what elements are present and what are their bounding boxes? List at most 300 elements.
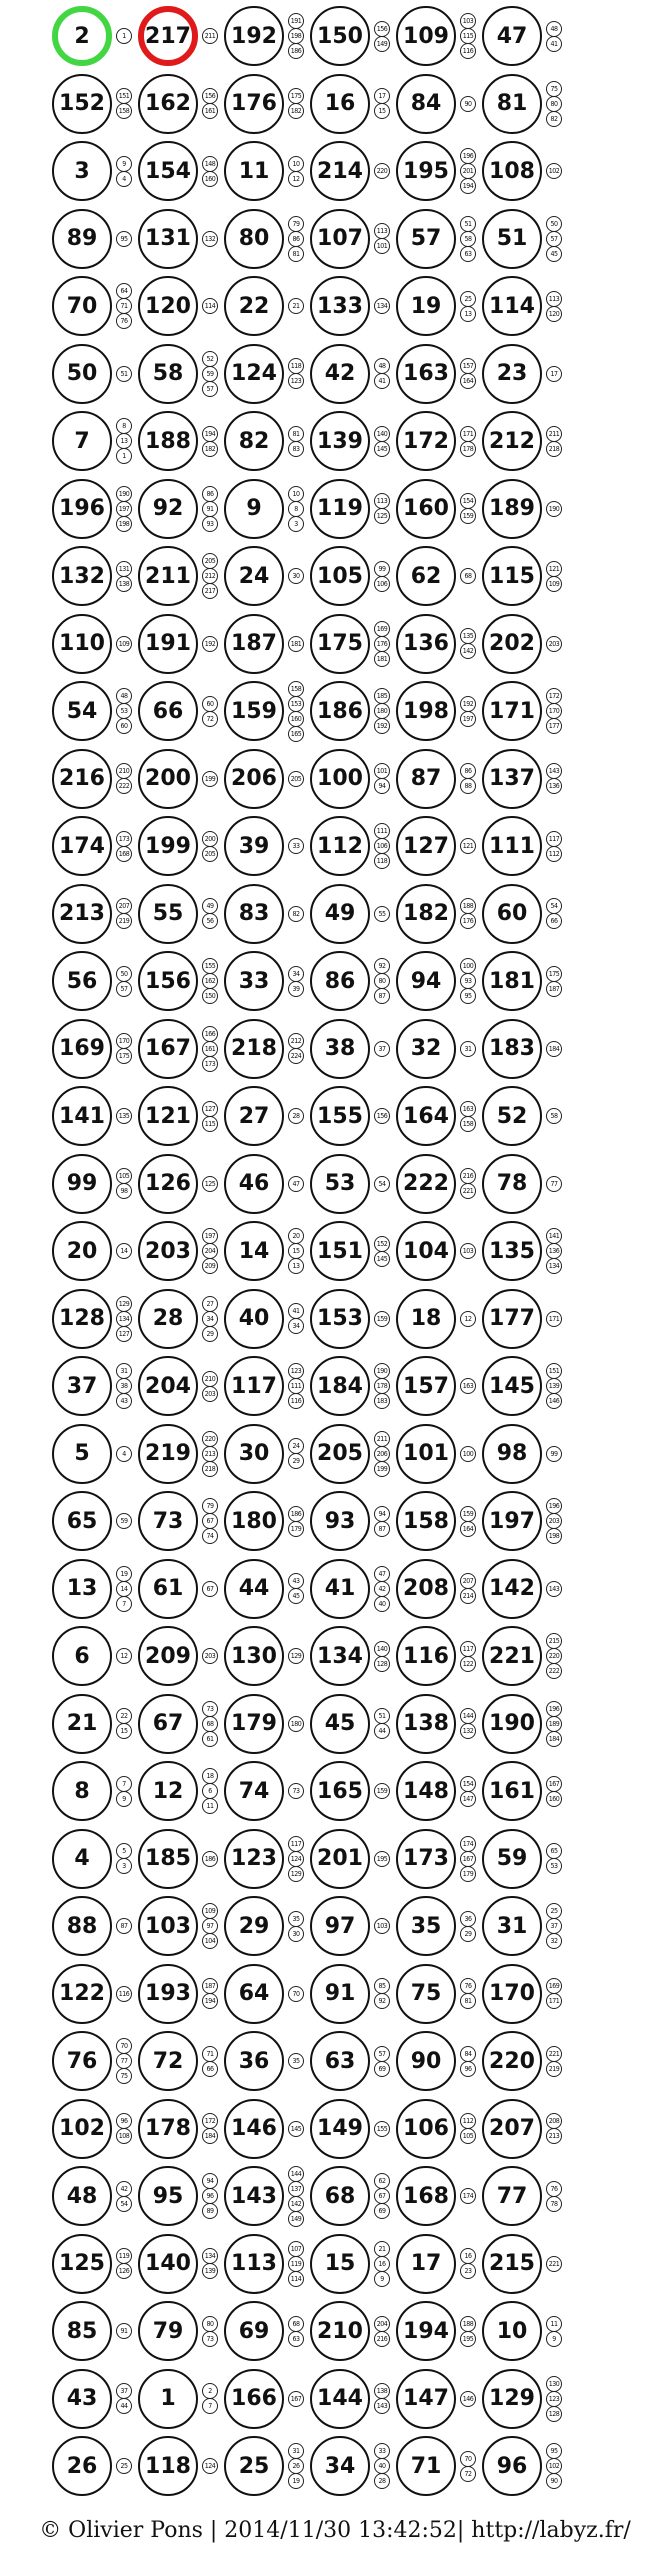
neighbor-reference: 179 [288, 1521, 304, 1537]
cell-number: 42 [310, 344, 370, 404]
neighbor-reference: 109 [546, 576, 562, 592]
cell-number: 198 [396, 681, 456, 741]
neighbor-reference: 19 [116, 1566, 132, 1582]
cell-number: 88 [52, 1896, 112, 1956]
neighbor-reference: 201 [460, 163, 476, 179]
neighbor-reference: 186 [288, 1506, 304, 1522]
neighbor-reference: 76 [546, 2181, 562, 2197]
neighbor-list [286, 2234, 306, 2294]
neighbor-list [458, 209, 478, 269]
neighbor-list [544, 1964, 564, 2024]
neighbor-list [372, 681, 392, 741]
neighbor-reference: 137 [288, 2181, 304, 2197]
neighbor-list [200, 1626, 220, 1686]
neighbor-reference: 214 [460, 1588, 476, 1604]
cell-number: 50 [52, 344, 112, 404]
neighbor-reference: 166 [202, 1026, 218, 1042]
neighbor-reference: 135 [460, 628, 476, 644]
neighbor-reference: 85 [374, 1978, 390, 1994]
cell-number: 106 [396, 2099, 456, 2159]
neighbor-list [544, 2301, 564, 2361]
cell-number: 193 [138, 1964, 198, 2024]
neighbor-list [114, 1289, 134, 1349]
cell-number: 35 [396, 1896, 456, 1956]
neighbor-list [114, 276, 134, 336]
neighbor-list [372, 411, 392, 471]
neighbor-list [544, 614, 564, 674]
neighbor-list [200, 749, 220, 809]
neighbor-list [200, 1964, 220, 2024]
cell-number: 192 [224, 6, 284, 66]
cell-number: 16 [310, 74, 370, 134]
neighbor-list [372, 344, 392, 404]
neighbor-reference: 196 [546, 1701, 562, 1717]
neighbor-reference: 97 [202, 1918, 218, 1934]
neighbor-reference: 63 [460, 246, 476, 262]
cell-number: 24 [224, 546, 284, 606]
neighbor-reference: 209 [202, 1258, 218, 1274]
neighbor-list [114, 546, 134, 606]
neighbor-list [200, 74, 220, 134]
neighbor-reference: 9 [374, 2271, 390, 2287]
neighbor-list [114, 816, 134, 876]
cell-number: 6 [52, 1626, 112, 1686]
neighbor-reference: 151 [546, 1363, 562, 1379]
cell-number: 49 [310, 884, 370, 944]
neighbor-reference: 196 [460, 148, 476, 164]
neighbor-list [114, 614, 134, 674]
neighbor-reference: 164 [460, 373, 476, 389]
cell-number: 81 [482, 74, 542, 134]
neighbor-reference: 148 [202, 156, 218, 172]
neighbor-reference: 134 [374, 298, 390, 314]
neighbor-list [458, 344, 478, 404]
cell-number: 52 [482, 1086, 542, 1146]
neighbor-reference: 11 [202, 1798, 218, 1814]
neighbor-list [544, 1154, 564, 1214]
neighbor-reference: 176 [460, 913, 476, 929]
neighbor-reference: 22 [116, 1708, 132, 1724]
neighbor-reference: 79 [202, 1498, 218, 1514]
cell-number: 165 [310, 1761, 370, 1821]
cell-number: 130 [224, 1626, 284, 1686]
neighbor-reference: 106 [374, 576, 390, 592]
neighbor-list [544, 411, 564, 471]
cell-number: 147 [396, 2369, 456, 2429]
neighbor-reference: 28 [374, 2473, 390, 2489]
neighbor-reference: 4 [116, 171, 132, 187]
neighbor-list [372, 141, 392, 201]
cell-number: 74 [224, 1761, 284, 1821]
cell-number: 150 [310, 6, 370, 66]
cell-number: 113 [224, 2234, 284, 2294]
neighbor-list [114, 1896, 134, 1956]
neighbor-reference: 30 [288, 1926, 304, 1942]
neighbor-list [372, 6, 392, 66]
neighbor-reference: 138 [374, 2383, 390, 2399]
cell-number: 181 [482, 951, 542, 1011]
cell-number: 15 [310, 2234, 370, 2294]
neighbor-reference: 102 [546, 163, 562, 179]
neighbor-list [200, 344, 220, 404]
neighbor-reference: 11 [546, 2316, 562, 2332]
neighbor-reference: 45 [546, 246, 562, 262]
cell-number: 213 [52, 884, 112, 944]
neighbor-reference: 198 [288, 28, 304, 44]
neighbor-reference: 104 [202, 1933, 218, 1949]
neighbor-reference: 72 [460, 2466, 476, 2482]
neighbor-reference: 89 [202, 2203, 218, 2219]
cell-number: 186 [310, 681, 370, 741]
neighbor-reference: 216 [460, 1168, 476, 1184]
neighbor-reference: 34 [202, 1311, 218, 1327]
cell-number: 45 [310, 1694, 370, 1754]
cell-number: 173 [396, 1829, 456, 1889]
neighbor-list [200, 546, 220, 606]
neighbor-reference: 120 [546, 306, 562, 322]
cell-number: 44 [224, 1559, 284, 1619]
cell-number: 119 [310, 479, 370, 539]
neighbor-reference: 139 [546, 1378, 562, 1394]
neighbor-reference: 194 [202, 426, 218, 442]
neighbor-reference: 93 [202, 516, 218, 532]
cell-number: 167 [138, 1019, 198, 1079]
neighbor-reference: 203 [546, 1513, 562, 1529]
neighbor-reference: 69 [374, 2061, 390, 2077]
neighbor-reference: 31 [116, 1363, 132, 1379]
neighbor-reference: 183 [374, 1393, 390, 1409]
neighbor-reference: 5 [116, 1843, 132, 1859]
cell-number: 17 [396, 2234, 456, 2294]
neighbor-list [544, 1559, 564, 1619]
neighbor-list [372, 74, 392, 134]
cell-number: 161 [482, 1761, 542, 1821]
neighbor-reference: 134 [116, 1311, 132, 1327]
cell-number: 139 [310, 411, 370, 471]
neighbor-list [286, 1694, 306, 1754]
neighbor-reference: 25 [116, 2458, 132, 2474]
neighbor-list [200, 1761, 220, 1821]
neighbor-reference: 31 [288, 2443, 304, 2459]
neighbor-reference: 16 [460, 2248, 476, 2264]
neighbor-reference: 130 [546, 2376, 562, 2392]
neighbor-list [200, 1491, 220, 1551]
cell-number: 31 [482, 1896, 542, 1956]
cell-number: 162 [138, 74, 198, 134]
neighbor-list [372, 816, 392, 876]
neighbor-reference: 188 [460, 898, 476, 914]
neighbor-list [544, 6, 564, 66]
neighbor-reference: 128 [546, 2406, 562, 2422]
cell-number: 91 [310, 1964, 370, 2024]
neighbor-list [114, 1491, 134, 1551]
neighbor-reference: 40 [374, 2458, 390, 2474]
neighbor-list [200, 209, 220, 269]
neighbor-reference: 170 [546, 703, 562, 719]
neighbor-list [286, 1559, 306, 1619]
cell-number: 144 [310, 2369, 370, 2429]
neighbor-list [286, 546, 306, 606]
neighbor-list [286, 2369, 306, 2429]
neighbor-reference: 102 [546, 2458, 562, 2474]
neighbor-list [286, 614, 306, 674]
neighbor-list [458, 1289, 478, 1349]
cell-number: 108 [482, 141, 542, 201]
neighbor-list [114, 6, 134, 66]
neighbor-reference: 61 [202, 1731, 218, 1747]
cell-number: 123 [224, 1829, 284, 1889]
neighbor-reference: 127 [116, 1326, 132, 1342]
neighbor-reference: 56 [202, 913, 218, 929]
cell-number: 131 [138, 209, 198, 269]
neighbor-list [114, 1086, 134, 1146]
neighbor-reference: 21 [374, 2241, 390, 2257]
neighbor-reference: 71 [116, 298, 132, 314]
neighbor-reference: 222 [116, 778, 132, 794]
neighbor-list [286, 1289, 306, 1349]
neighbor-reference: 53 [116, 703, 132, 719]
cell-number: 163 [396, 344, 456, 404]
neighbor-reference: 187 [202, 1978, 218, 1994]
neighbor-reference: 169 [546, 1978, 562, 1994]
neighbor-list [114, 1626, 134, 1686]
neighbor-list [458, 1694, 478, 1754]
neighbor-reference: 149 [374, 36, 390, 52]
neighbor-reference: 205 [202, 846, 218, 862]
neighbor-list [544, 1626, 564, 1686]
neighbor-reference: 70 [116, 2038, 132, 2054]
neighbor-reference: 184 [546, 1731, 562, 1747]
neighbor-reference: 187 [546, 981, 562, 997]
cell-number: 142 [482, 1559, 542, 1619]
neighbor-reference: 111 [374, 823, 390, 839]
cell-number: 199 [138, 816, 198, 876]
cell-number: 73 [138, 1491, 198, 1551]
cell-number: 36 [224, 2031, 284, 2091]
neighbor-reference: 48 [116, 688, 132, 704]
neighbor-reference: 168 [116, 846, 132, 862]
neighbor-list [286, 1424, 306, 1484]
cell-number: 174 [52, 816, 112, 876]
neighbor-list [114, 951, 134, 1011]
neighbor-reference: 34 [288, 1318, 304, 1334]
cell-number: 157 [396, 1356, 456, 1416]
neighbor-reference: 206 [374, 1446, 390, 1462]
neighbor-reference: 138 [116, 576, 132, 592]
cell-number: 126 [138, 1154, 198, 1214]
neighbor-reference: 164 [460, 1521, 476, 1537]
neighbor-list [372, 2099, 392, 2159]
neighbor-reference: 37 [374, 1041, 390, 1057]
neighbor-list [372, 546, 392, 606]
neighbor-reference: 94 [374, 778, 390, 794]
neighbor-list [372, 1896, 392, 1956]
neighbor-reference: 62 [374, 2173, 390, 2189]
cell-number: 105 [310, 546, 370, 606]
neighbor-reference: 216 [374, 2331, 390, 2347]
neighbor-reference: 14 [116, 1243, 132, 1259]
neighbor-reference: 16 [374, 2256, 390, 2272]
neighbor-reference: 30 [288, 568, 304, 584]
cell-number: 171 [482, 681, 542, 741]
cell-number: 128 [52, 1289, 112, 1349]
neighbor-list [114, 1019, 134, 1079]
neighbor-reference: 87 [116, 1918, 132, 1934]
neighbor-list [458, 1356, 478, 1416]
neighbor-reference: 76 [460, 1978, 476, 1994]
cell-number: 164 [396, 1086, 456, 1146]
neighbor-reference: 203 [546, 636, 562, 652]
neighbor-reference: 146 [460, 2391, 476, 2407]
neighbor-reference: 115 [460, 28, 476, 44]
neighbor-list [200, 1896, 220, 1956]
neighbor-list [544, 2369, 564, 2429]
cell-number: 133 [310, 276, 370, 336]
cell-number: 90 [396, 2031, 456, 2091]
cell-number: 78 [482, 1154, 542, 1214]
neighbor-reference: 7 [202, 2398, 218, 2414]
neighbor-list [286, 1356, 306, 1416]
neighbor-list [458, 1221, 478, 1281]
neighbor-list [372, 1491, 392, 1551]
neighbor-list [114, 411, 134, 471]
neighbor-reference: 160 [202, 171, 218, 187]
neighbor-list [372, 276, 392, 336]
neighbor-list [286, 1964, 306, 2024]
neighbor-reference: 128 [374, 1656, 390, 1672]
neighbor-reference: 35 [288, 1911, 304, 1927]
neighbor-reference: 213 [546, 2128, 562, 2144]
neighbor-reference: 171 [460, 426, 476, 442]
cell-number: 56 [52, 951, 112, 1011]
neighbor-list [458, 1829, 478, 1889]
neighbor-reference: 182 [202, 441, 218, 457]
neighbor-reference: 57 [374, 2046, 390, 2062]
neighbor-reference: 175 [546, 966, 562, 982]
neighbor-reference: 123 [546, 2391, 562, 2407]
neighbor-reference: 113 [374, 493, 390, 509]
neighbor-list [286, 749, 306, 809]
cell-number: 104 [396, 1221, 456, 1281]
neighbor-reference: 8 [288, 501, 304, 517]
neighbor-reference: 43 [116, 1393, 132, 1409]
neighbor-list [200, 1019, 220, 1079]
cell-number: 58 [138, 344, 198, 404]
neighbor-list [458, 884, 478, 944]
footer-credit: © Olivier Pons | 2014/11/30 13:42:52| http://labyz.fr/ [39, 2517, 631, 2543]
neighbor-reference: 178 [460, 441, 476, 457]
neighbor-reference: 21 [288, 298, 304, 314]
neighbor-list [544, 2099, 564, 2159]
neighbor-list [544, 1491, 564, 1551]
cell-number: 47 [482, 6, 542, 66]
neighbor-list [372, 2436, 392, 2496]
neighbor-list [458, 2436, 478, 2496]
neighbor-reference: 15 [288, 1243, 304, 1259]
cell-number: 137 [482, 749, 542, 809]
neighbor-reference: 200 [202, 831, 218, 847]
neighbor-reference: 84 [460, 2046, 476, 2062]
neighbor-reference: 189 [546, 1716, 562, 1732]
cell-number: 206 [224, 749, 284, 809]
neighbor-reference: 37 [116, 2383, 132, 2399]
neighbor-reference: 74 [202, 1528, 218, 1544]
neighbor-list [114, 1761, 134, 1821]
neighbor-reference: 66 [546, 913, 562, 929]
neighbor-reference: 3 [288, 516, 304, 532]
cell-number: 114 [482, 276, 542, 336]
neighbor-reference: 155 [202, 958, 218, 974]
neighbor-reference: 111 [288, 1378, 304, 1394]
cell-number: 57 [396, 209, 456, 269]
neighbor-reference: 81 [288, 426, 304, 442]
neighbor-list [114, 2301, 134, 2361]
neighbor-reference: 101 [374, 763, 390, 779]
neighbor-list [200, 141, 220, 201]
neighbor-reference: 42 [116, 2181, 132, 2197]
neighbor-reference: 57 [202, 381, 218, 397]
neighbor-reference: 34 [288, 966, 304, 982]
cell-number: 158 [396, 1491, 456, 1551]
neighbor-reference: 157 [460, 358, 476, 374]
neighbor-reference: 180 [288, 1716, 304, 1732]
cell-number: 202 [482, 614, 542, 674]
neighbor-reference: 53 [546, 1858, 562, 1874]
neighbor-reference: 184 [546, 1041, 562, 1057]
neighbor-reference: 9 [116, 1791, 132, 1807]
neighbor-reference: 158 [288, 681, 304, 697]
neighbor-reference: 143 [546, 1581, 562, 1597]
neighbor-list [200, 1694, 220, 1754]
cell-number: 86 [310, 951, 370, 1011]
neighbor-reference: 178 [374, 1378, 390, 1394]
neighbor-reference: 158 [460, 1116, 476, 1132]
neighbor-reference: 160 [546, 1791, 562, 1807]
neighbor-reference: 161 [202, 1041, 218, 1057]
cell-number: 149 [310, 2099, 370, 2159]
neighbor-reference: 161 [202, 103, 218, 119]
neighbor-reference: 176 [374, 636, 390, 652]
neighbor-reference: 175 [116, 1048, 132, 1064]
neighbor-list [286, 1626, 306, 1686]
neighbor-reference: 211 [202, 28, 218, 44]
cell-number: 172 [396, 411, 456, 471]
neighbor-list [544, 1761, 564, 1821]
neighbor-reference: 143 [374, 2398, 390, 2414]
neighbor-reference: 80 [546, 96, 562, 112]
neighbor-reference: 211 [546, 426, 562, 442]
cell-number: 118 [138, 2436, 198, 2496]
neighbor-list [286, 209, 306, 269]
cell-number: 28 [138, 1289, 198, 1349]
neighbor-reference: 215 [546, 1633, 562, 1649]
neighbor-list [458, 2369, 478, 2429]
neighbor-reference: 13 [116, 433, 132, 449]
neighbor-reference: 44 [116, 2398, 132, 2414]
cell-number: 43 [52, 2369, 112, 2429]
neighbor-list [544, 479, 564, 539]
neighbor-list [114, 74, 134, 134]
neighbor-reference: 59 [116, 1513, 132, 1529]
cell-number: 83 [224, 884, 284, 944]
neighbor-list [458, 1559, 478, 1619]
neighbor-reference: 212 [202, 568, 218, 584]
neighbor-list [544, 1086, 564, 1146]
cell-number: 95 [138, 2166, 198, 2226]
neighbor-reference: 49 [202, 898, 218, 914]
neighbor-list [458, 2031, 478, 2091]
neighbor-reference: 17 [374, 88, 390, 104]
